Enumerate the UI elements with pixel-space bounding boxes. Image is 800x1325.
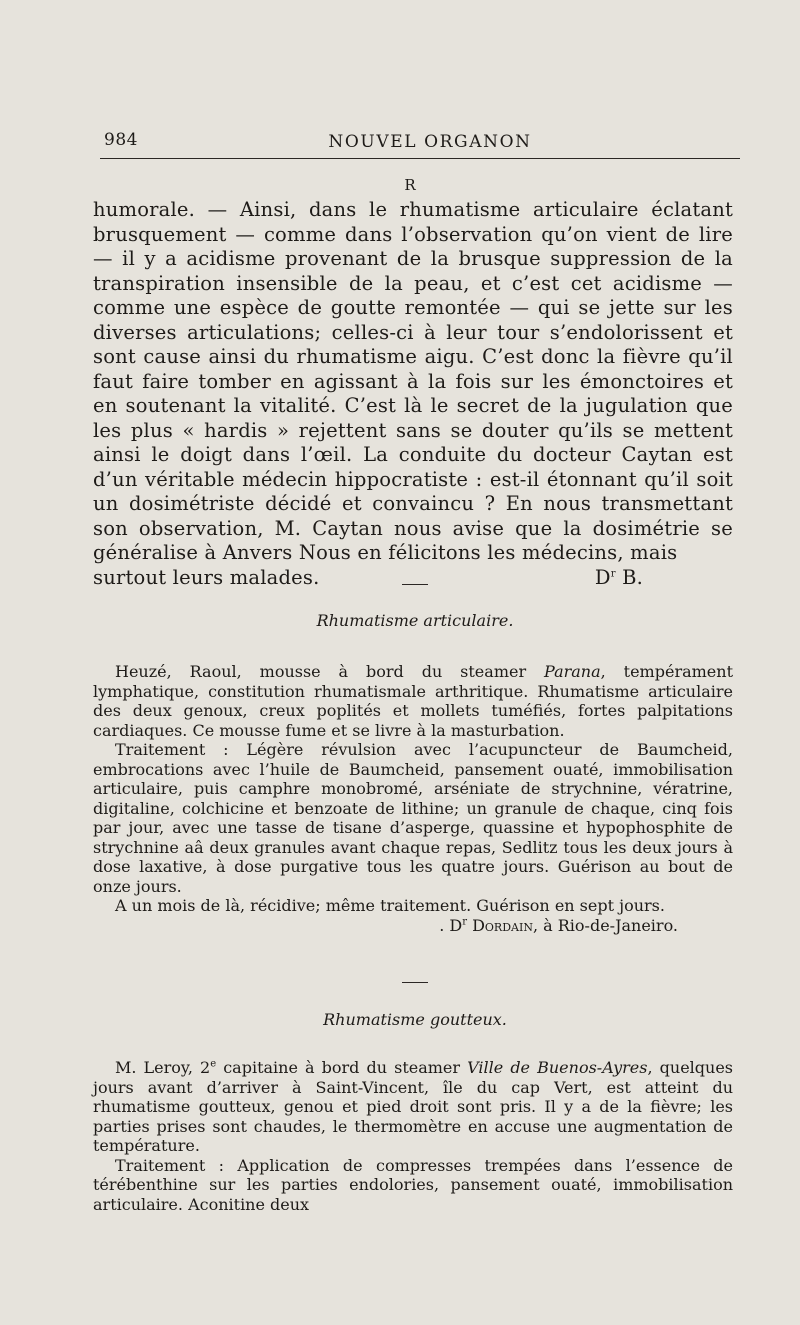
goutteux-paragraph-1 [93, 1058, 733, 1156]
p1-before: Heuzé, Raoul, mousse à bord du steamer [115, 662, 545, 681]
articulaire-paragraph-3: A un mois de là, récidive; même traitement. Guérison en sept jours. [115, 896, 665, 915]
section-goutteux-body [93, 1058, 733, 1214]
p1-after: , tempérament lymphatique, constitution rhumatismale arthritique. Rhumatisme articulaire des deux genoux, creux poplités et mollets tuméfiés, fortes palpitations cardiaques. Ce mousse fume et se livre à la masturbation. [93, 662, 734, 740]
opening-paragraph [93, 198, 733, 590]
header-rule [100, 158, 740, 159]
articulaire-paragraph-1 [93, 662, 733, 740]
section-articulaire-body [93, 662, 733, 935]
section-title-rhumatisme-goutteux: Rhumatisme goutteux. [323, 1010, 507, 1029]
page-number: 984 [104, 130, 138, 150]
articulaire-signature [93, 916, 733, 936]
signature-prefix: D [594, 565, 611, 589]
sig-sup: r [462, 916, 467, 928]
g-p1-b: capitaine à bord du steamer [216, 1058, 468, 1077]
g-p1-c: , quelques jours avant d’arriver à Saint-Vincent, île du cap Vert, est atteint du rhumatisme goutteux, genou et pied droit sont pris. Il y a de la fièvre; les parties prises sont chaudes, le thermomètre en accuse une augmentation de température. [93, 1058, 734, 1155]
g-p1-sup: e [210, 1058, 217, 1070]
articulaire-paragraph-2: Traitement : Légère révulsion avec l’acupuncteur de Baumcheid, embrocations avec l’huile de Baumcheid, pansement ouaté, immobilisation articulaire, puis camphre monobromé, arséniate de strychnine, vératrine, digitaline, colchicine et benzoate de lithine; un granule de chaque, cinq fois par jour, avec une tasse de tisane d’asperge, quassine et hypophosphite de strychnine aâ deux granules avant chaque repas, Sedlitz tous les deux jours à dose laxative, à dose purgative tous les quatre jours. Guérison au bout de onze jours. [93, 740, 733, 896]
running-title: NOUVEL ORGANON [328, 132, 532, 152]
ship-name-2: Ville de Buenos-Ayres [467, 1058, 648, 1077]
sig-name: Dordain [472, 915, 533, 935]
g-p1-a: M. Leroy, 2 [115, 1058, 211, 1077]
opening-last-text: surtout leurs malades. [93, 565, 320, 589]
page-header [100, 130, 740, 160]
sig-place: , à Rio-de-Janeiro. [532, 915, 678, 935]
sig-prefix: . D [439, 915, 463, 935]
goutteux-paragraph-2: Traitement : Application de compresses trempées dans l’essence de térébenthine sur les parties endolories, pansement ouaté, immobilisation articulaire. Aconitine deux [93, 1155, 733, 1214]
section-title-rhumatisme-articulaire: Rhumatisme articulaire. [316, 611, 514, 630]
opening-text: humorale. — Ainsi, dans le rhumatisme articulaire éclatant brusquement — comme dans l’observation qu’on vient de lire — il y a acidisme provenant de la brusque suppression de la transpiration insensible de la peau, et c’est cet acidisme — comme une espèce de goutte remontée — qui se jette sur les diverses articulations; celles-ci à leur tour s’endolorissent et sont cause ainsi du rhumatisme aigu. C’est donc la fièvre qu’il faut faire tomber en agissant à la fois sur les émonctoires et en soutenant la vitalité. C’est là le secret de la jugulation que les plus « hardis » rejettent sans se douter qu’ils se mettent ainsi le doigt dans l’œil. La conduite du docteur Caytan est d’un véritable médecin hippocratiste : est-il étonnant qu’il soit un dosimétriste décidé et convaincu ? En nous transmettant son observation, M. Caytan nous avise que la dosimétrie se généralise à Anvers Nous en félicitons les médecins, mais [93, 198, 733, 564]
ship-name: Parana [544, 662, 601, 681]
signature-name: B. [615, 565, 643, 589]
section-separator [0, 570, 800, 589]
section-separator-2 [0, 968, 800, 987]
signature-sup: r [610, 568, 616, 579]
signature-mark: R [404, 176, 416, 194]
